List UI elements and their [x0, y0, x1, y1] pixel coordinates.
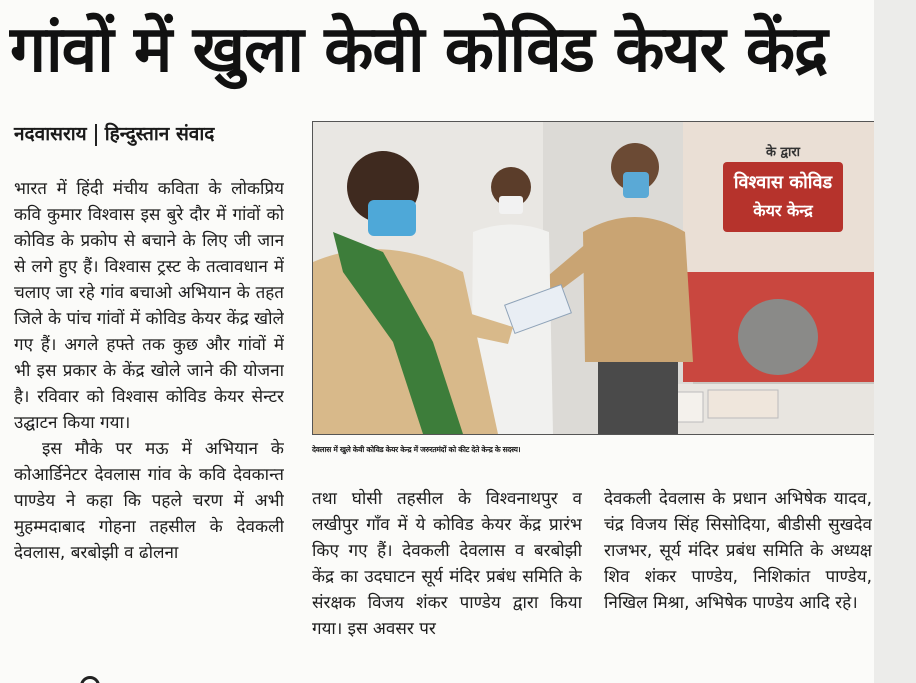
article-column-2-text: तथा घोसी तहसील के विश्वनाथपुर व लखीपुर गाँव में ये कोविड केयर केंद्र प्रारंभ किए गए हैं। देवकली देवलास व बरबोझी केंद्र का उदघाटन सूर्य मंदिर प्रबंध समिति के संरक्षक विजय शंकर पाण्डेय द्वारा किया गया। इस अवसर पर	[312, 489, 582, 639]
article-column-2	[312, 486, 582, 656]
photo-illustration	[313, 122, 874, 434]
byline-place: नदवासराय	[14, 123, 87, 145]
photo-caption: देवलास में खुले केवी कोविड केयर केन्द्र में जरुरतमंदों को कीट देते केन्द्र के सदस्य।	[312, 445, 521, 454]
byline	[14, 120, 214, 146]
article-column-1	[14, 176, 284, 652]
byline-divider	[95, 124, 97, 146]
cut-off-mark	[80, 676, 100, 683]
article-paragraph-2: इस मौके पर मऊ में अभियान के कोआर्डिनेटर देवलास गांव के कवि देवकान्त पाण्डेय ने कहा कि पहले चरण में अभी मुहम्मदाबाद गोहना तहसील के देवकली देवलास, बरबोझी व ढोलना	[14, 439, 284, 563]
banner-line-2: केयर केन्द्र	[753, 201, 813, 220]
headline: गांवों में खुला केवी कोविड केयर केंद्र	[10, 13, 828, 87]
article-paragraph-1: भारत में हिंदी मंचीय कविता के लोकप्रिय कवि कुमार विश्वास इस बुरे दौर में गांवों को कोविड के प्रकोप से बचाने के लिए जी जान से लगे हुए हैं। विश्वास ट्रस्ट के तत्वावधान में चलाए जा रहे गांव बचाओ अभियान के तहत जिले के पांच गांवों में कोविड केयर केंद्र खोले गए हैं। अगले हफ्ते तक कुछ और गांवों में भी इस प्रकार के केंद्र खोले जाने की योजना है। रविवार को विश्वास कोविड केयर सेन्टर उद्घाटन किया गया।	[14, 179, 284, 433]
page-margin	[874, 0, 916, 683]
byline-source: हिन्दुस्तान संवाद	[104, 123, 215, 145]
news-photo	[312, 121, 874, 435]
banner-line-1: विश्वास कोविड	[733, 172, 833, 193]
article-column-3-text: देवकली देवलास के प्रधान अभिषेक यादव, चंद्र विजय सिंह सिसोदिया, बीडीसी सुखदेव राजभर, सूर्य मंदिर प्रबंध समिति के अध्यक्ष शिव शंकर पाण्डेय, निशिकांत पाण्डेय, निखिल मिश्रा, अभिषेक पाण्डेय आदि रहे।	[604, 489, 872, 613]
banner-top-text: के द्वारा	[765, 145, 801, 160]
article-column-3	[604, 486, 872, 656]
